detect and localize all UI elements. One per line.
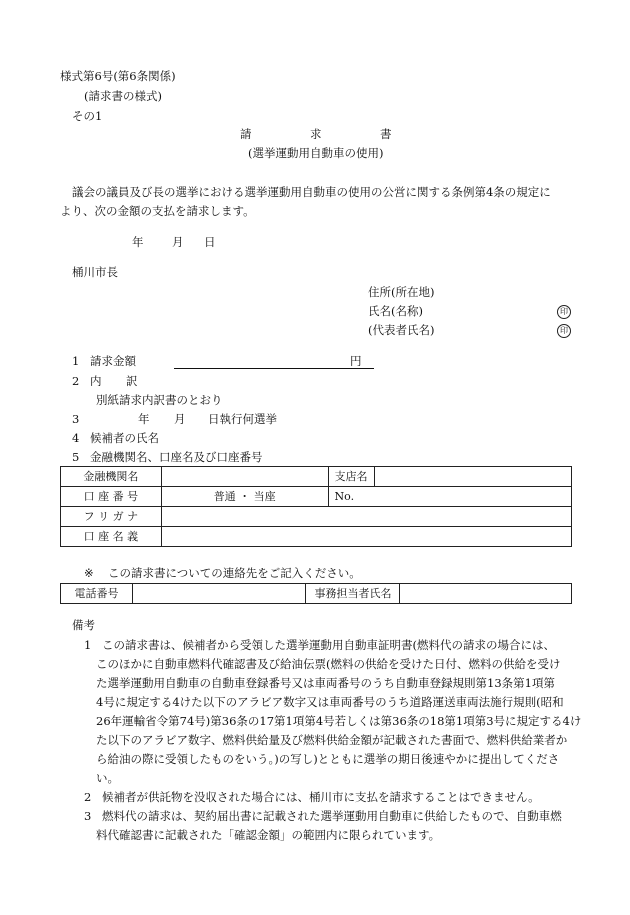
remark-1-line: この請求書は、候補者から受領した選挙運動用自動車証明書(燃料代の請求の場合には、 [102, 638, 555, 652]
item-5-label: 金融機関名、口座名及び口座番号 [90, 450, 263, 464]
date-year: 年 [132, 235, 144, 249]
applicant-rep-label: (代表者氏名) [368, 323, 435, 337]
title-char-3: 書 [380, 127, 392, 141]
account-no-prefix: No. [334, 490, 355, 503]
bank-table [60, 466, 572, 547]
branch-label: 支店名 [328, 467, 374, 487]
intro-line-2: より、次の金額の支払を請求します。 [60, 204, 255, 218]
remark-2-line: 候補者が供託物を没収された場合には、桶川市に支払を請求することはできません。 [102, 790, 540, 804]
date-day: 日 [204, 235, 216, 249]
remark-1-number: 1 [84, 638, 92, 652]
form-number: 様式第6号(第6条関係) [60, 69, 176, 83]
applicant-address-label: 住所(所在地) [368, 285, 435, 299]
remark-1-line: ら給油の際に受領したものをいう。)の写し)とともに選挙の期日後速やかに提出してくださ [96, 752, 560, 766]
item-2-label-a: 内 [90, 374, 102, 388]
table-row [61, 527, 572, 547]
account-number-label: 口 座 番 号 [61, 487, 162, 507]
account-type-options[interactable]: 普通 ・ 当座 [161, 487, 328, 507]
account-name-field[interactable] [161, 527, 571, 547]
remark-3-number: 3 [84, 809, 92, 823]
bank-name-field[interactable] [161, 467, 328, 487]
form-part: その1 [72, 109, 103, 123]
item-2-detail: 別紙請求内訳書のとおり [96, 393, 223, 407]
remark-3-line: 料代確認書に記載された「確認金額」の範囲内に限られています。 [96, 828, 441, 842]
remark-1-line: 4号に規定する4けた以下のアラビア数字又は車両番号のうち道路運送車両法施行規則(昭和 [96, 695, 564, 709]
remark-2-number: 2 [84, 790, 92, 804]
phone-field[interactable] [132, 584, 306, 604]
title-char-1: 請 [240, 127, 252, 141]
item-1-label: 請求金額 [90, 354, 136, 368]
remark-1-line: このほかに自動車燃料代確認書及び給油伝票(燃料の供給を受けた日付、燃料の供給を受け [96, 657, 561, 671]
account-name-label: 口 座 名 義 [61, 527, 162, 547]
remarks-list [84, 636, 584, 845]
intro-line-1: 議会の議員及び長の選挙における選挙運動用自動車の使用の公営に関する条例第4条の規定に [72, 185, 551, 199]
table-row [61, 584, 572, 604]
item-3-year: 年 [138, 412, 150, 426]
furigana-label: フ リ ガ ナ [61, 507, 162, 527]
contact-note-mark: ※ [84, 566, 94, 580]
item-2-number: 2 [72, 374, 80, 388]
furigana-field[interactable] [161, 507, 571, 527]
person-label: 事務担当者氏名 [306, 584, 400, 604]
amount-underline [174, 368, 374, 369]
item-1-number: 1 [72, 354, 80, 368]
item-3-rest: 日執行何選挙 [208, 412, 277, 426]
item-5-number: 5 [72, 450, 80, 464]
table-row [61, 487, 572, 507]
remark-3 [84, 807, 584, 845]
branch-field[interactable] [374, 467, 571, 487]
person-field[interactable] [400, 584, 572, 604]
remarks-heading: 備考 [72, 618, 95, 632]
item-4-label: 候補者の氏名 [90, 431, 159, 445]
applicant-name-label: 氏名(名称) [368, 304, 423, 318]
table-row [61, 507, 572, 527]
title-subtitle: (選挙運動用自動車の使用) [248, 146, 384, 160]
table-row [61, 467, 572, 487]
item-3-number: 3 [72, 412, 80, 426]
addressee: 桶川市長 [72, 265, 118, 279]
contact-note: この請求書についての連絡先をご記入ください。 [108, 566, 361, 580]
item-2-label-b: 訳 [126, 374, 138, 388]
seal-mark-2: 印 [557, 324, 571, 338]
contact-table [60, 583, 572, 604]
remark-1 [84, 636, 584, 788]
date-month: 月 [172, 235, 184, 249]
remark-3-line: 燃料代の請求は、契約届出書に記載された選挙運動用自動車に供給したもので、自動車燃 [102, 809, 562, 823]
remark-1-line: た以下のアラビア数字、燃料供給量及び燃料供給金額が記載された書面で、燃料供給業者か [96, 733, 568, 747]
amount-unit: 円 [350, 354, 362, 368]
seal-mark-1: 印 [557, 305, 571, 319]
remark-1-line: い。 [96, 771, 119, 785]
item-3-month: 月 [174, 412, 186, 426]
remark-1-line: た選挙運動用自動車の自動車登録番号又は車両番号のうち自動車登録規則第13条第1項第 [96, 676, 555, 690]
remark-2 [84, 788, 584, 807]
title-char-2: 求 [310, 127, 322, 141]
remark-1-line: 26年運輸省令第74号)第36条の17第1項第4号若しくは第36条の18第1項第3号に規定する4け [96, 714, 582, 728]
item-4-number: 4 [72, 431, 80, 445]
phone-label: 電話番号 [61, 584, 133, 604]
account-number-field[interactable] [328, 487, 571, 507]
bank-name-label: 金融機関名 [61, 467, 162, 487]
form-kind: (請求書の様式) [84, 89, 162, 103]
